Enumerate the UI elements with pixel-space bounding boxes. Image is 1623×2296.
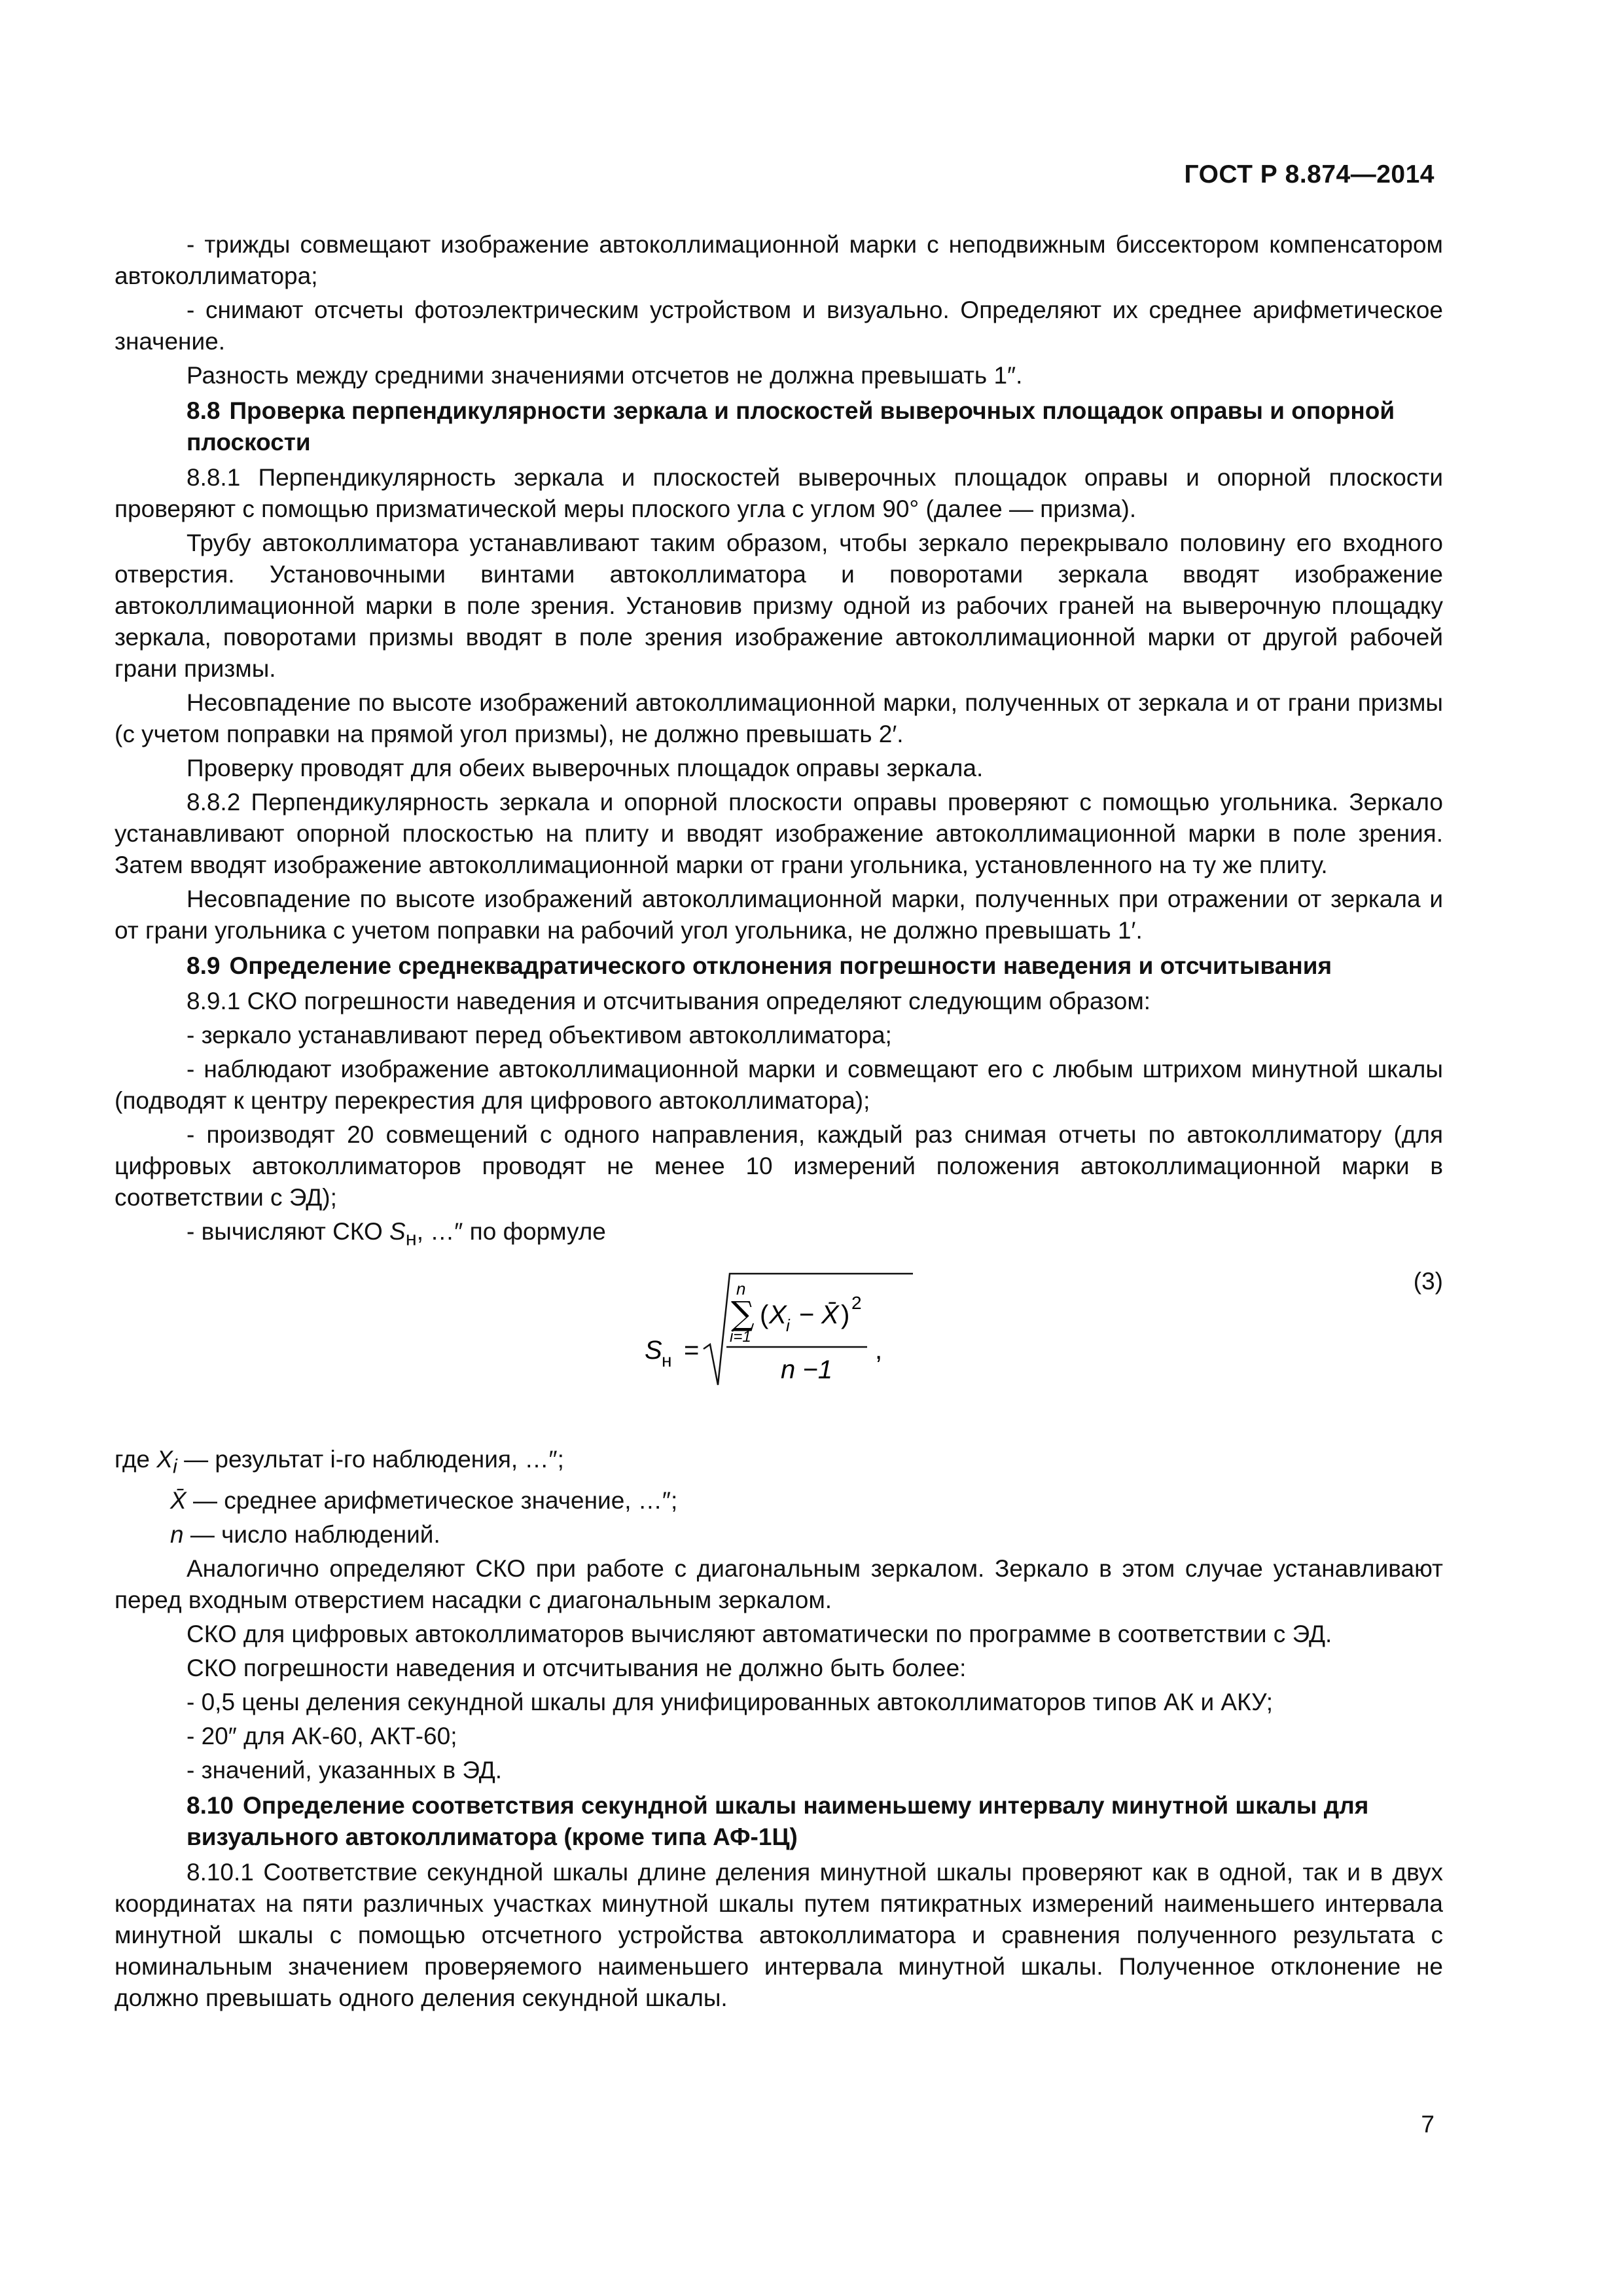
paragraph: 8.9.1 СКО погрешности наведения и отсчитывания определяют следующим образом:	[187, 988, 1151, 1014]
paragraph: - 20″ для АК-60, АКТ-60;	[187, 1722, 457, 1749]
sum-upper-limit: n	[736, 1279, 746, 1299]
legend-symbol: n	[170, 1520, 184, 1548]
formula-block	[115, 1261, 1443, 1431]
numerator-xi: X	[769, 1300, 787, 1330]
section-title: Определение среднеквадратического отклонения погрешности наведения и отсчитывания	[229, 952, 1332, 979]
section-title: Проверка перпендикулярности зеркала и плоскостей выверочных площадок оправы и опорной плоскости	[187, 397, 1395, 456]
section-heading-8-10	[115, 1790, 1443, 1853]
sum-sign: ∑	[731, 1295, 755, 1333]
legend-subscript: i	[172, 1454, 177, 1478]
section-number: 8.10	[187, 1791, 234, 1819]
section-title: Определение соответствия секундной шкалы наименьшему интервалу минутной шкалы для визуального автоколлиматора (кроме типа АФ-1Ц)	[187, 1791, 1369, 1850]
formula-number: (3)	[1413, 1268, 1443, 1295]
subscript: н	[405, 1227, 417, 1250]
section-number: 8.8	[187, 397, 221, 424]
text-run: - вычисляют СКО	[187, 1218, 390, 1245]
section-heading-8-9	[115, 950, 1443, 982]
legend-text: — число наблюдений.	[183, 1520, 440, 1548]
paragraph: СКО для цифровых автоколлиматоров вычисляют автоматически по программе в соответствии с ЭД.	[187, 1620, 1332, 1647]
paragraph: - наблюдают изображение автоколлимационной марки и совмещают его с любым штрихом минутной шкалы (подводят к центру перекрестия для цифрового автоколлиматора);	[115, 1056, 1443, 1114]
paragraph: - производят 20 совмещений с одного направления, каждый раз снимая отчеты по автоколлиматору (для цифровых автоколлиматоров проводят не менее 10 измерений положения автоколлимационной марки в соответствии с ЭД);	[115, 1121, 1443, 1211]
legend-where: где	[115, 1446, 151, 1473]
paragraph: - снимают отсчеты фотоэлектрическим устройством и визуально. Определяют их среднее арифметическое значение.	[115, 296, 1443, 355]
legend-text: — результат i-го наблюдения, …″;	[177, 1446, 564, 1473]
paragraph: - значений, указанных в ЭД.	[187, 1756, 503, 1784]
formula-lhs: S	[645, 1336, 662, 1365]
paragraph	[115, 1216, 1443, 1254]
numerator-xbar: X̄	[821, 1300, 839, 1330]
legend-symbol: X̄	[170, 1486, 187, 1514]
paragraph: - 0,5 цены деления секундной шкалы для унифицированных автоколлиматоров типов АК и АКУ;	[187, 1688, 1274, 1715]
symbol: S	[389, 1218, 406, 1245]
paragraph: - трижды совмещают изображение автоколлимационной марки с неподвижным биссектором компенсатором автоколлиматора;	[115, 231, 1443, 289]
paragraph: СКО погрешности наведения и отсчитывания не должно быть более:	[187, 1654, 967, 1681]
document-body	[115, 229, 1443, 2017]
paragraph: Трубу автоколлиматора устанавливают таким образом, чтобы зеркало перекрывало половину его входного отверстия. Установочными винтами автоколлиматора и поворотами зеркала вводят изображение автоколлимационной марки в поле зрения. Установив призму одной из рабочих граней на выверочную площадку зеркала, поворотами призмы вводят в поле зрения изображение автоколлимационной марки от другой рабочей грани призмы.	[115, 529, 1443, 682]
paragraph: 8.8.2 Перпендикулярность зеркала и опорной плоскости оправы проверяют с помощью угольника. Зеркало устанавливают опорной плоскостью на плиту и вводят изображение автоколлимационной марки в поле зрения. Затем вводят изображение автоколлимационной марки от грани угольника, установленного на ту же плиту.	[115, 789, 1443, 878]
denominator: n −1	[781, 1355, 832, 1385]
numerator-minus: −	[799, 1300, 815, 1330]
paragraph: Аналогично определяют СКО при работе с диагональным зеркалом. Зеркало в этом случае устанавливают перед входным отверстием насадки с диагональным зеркалом.	[115, 1554, 1443, 1613]
numerator-xi-sub: i	[786, 1316, 790, 1336]
paragraph: Проверку проводят для обеих выверочных площадок оправы зеркала.	[187, 755, 984, 781]
text-run: , …″ по формуле	[416, 1218, 606, 1245]
paragraph: - зеркало устанавливают перед объективом автоколлиматора;	[187, 1022, 892, 1049]
formula-legend-item	[115, 1485, 1443, 1516]
paragraph: Несовпадение по высоте изображений автоколлимационной марки, полученных от зеркала и от грани призмы (с учетом поправки на прямой угол призмы), не должно превышать 2′.	[115, 689, 1443, 747]
formula-legend-item	[115, 1444, 1443, 1482]
paragraph: Несовпадение по высоте изображений автоколлимационной марки, полученных при отражении от зеркала и от грани угольника с учетом поправки на рабочий угол угольника, не должно превышать 1′.	[115, 886, 1443, 944]
formula	[638, 1261, 1031, 1424]
page-number: 7	[1421, 2111, 1435, 2138]
sum-lower-limit: i=1	[730, 1328, 751, 1346]
section-heading-8-8	[115, 395, 1443, 458]
numerator-power: 2	[851, 1293, 862, 1314]
legend-symbol: X	[156, 1446, 173, 1473]
page-header: ГОСТ Р 8.874—2014	[1184, 160, 1435, 188]
paragraph: 8.10.1 Соответствие секундной шкалы длине деления минутной шкалы проверяют как в одной, так и в двух координатах на пяти различных участках минутной шкалы путем пятикратных измерений наименьшего интервала минутной шкалы с помощью отсчетного устройства автоколлиматора и сравнения полученного результата с номинальным значением проверяемого наименьшего интервала минутной шкалы. Полученное отклонение не должно превышать одного деления секундной шкалы.	[115, 1858, 1443, 2011]
paragraph: 8.8.1 Перпендикулярность зеркала и плоскостей выверочных площадок оправы и опорной плоскости проверяют с помощью призматической меры плоского угла с углом 90° (далее — призма).	[115, 464, 1443, 522]
numerator-close-paren: )	[841, 1300, 850, 1330]
legend-text: — среднее арифметическое значение, …″;	[186, 1486, 678, 1514]
formula-legend-item	[115, 1519, 1443, 1551]
paragraph: Разность между средними значениями отсчетов не должна превышать 1″.	[187, 362, 1023, 389]
section-number: 8.9	[187, 952, 221, 979]
formula-trailing-comma: ,	[875, 1336, 883, 1365]
formula-equals: =	[684, 1336, 700, 1365]
numerator-open-paren: (	[760, 1300, 769, 1330]
formula-lhs-sub: н	[662, 1350, 672, 1371]
